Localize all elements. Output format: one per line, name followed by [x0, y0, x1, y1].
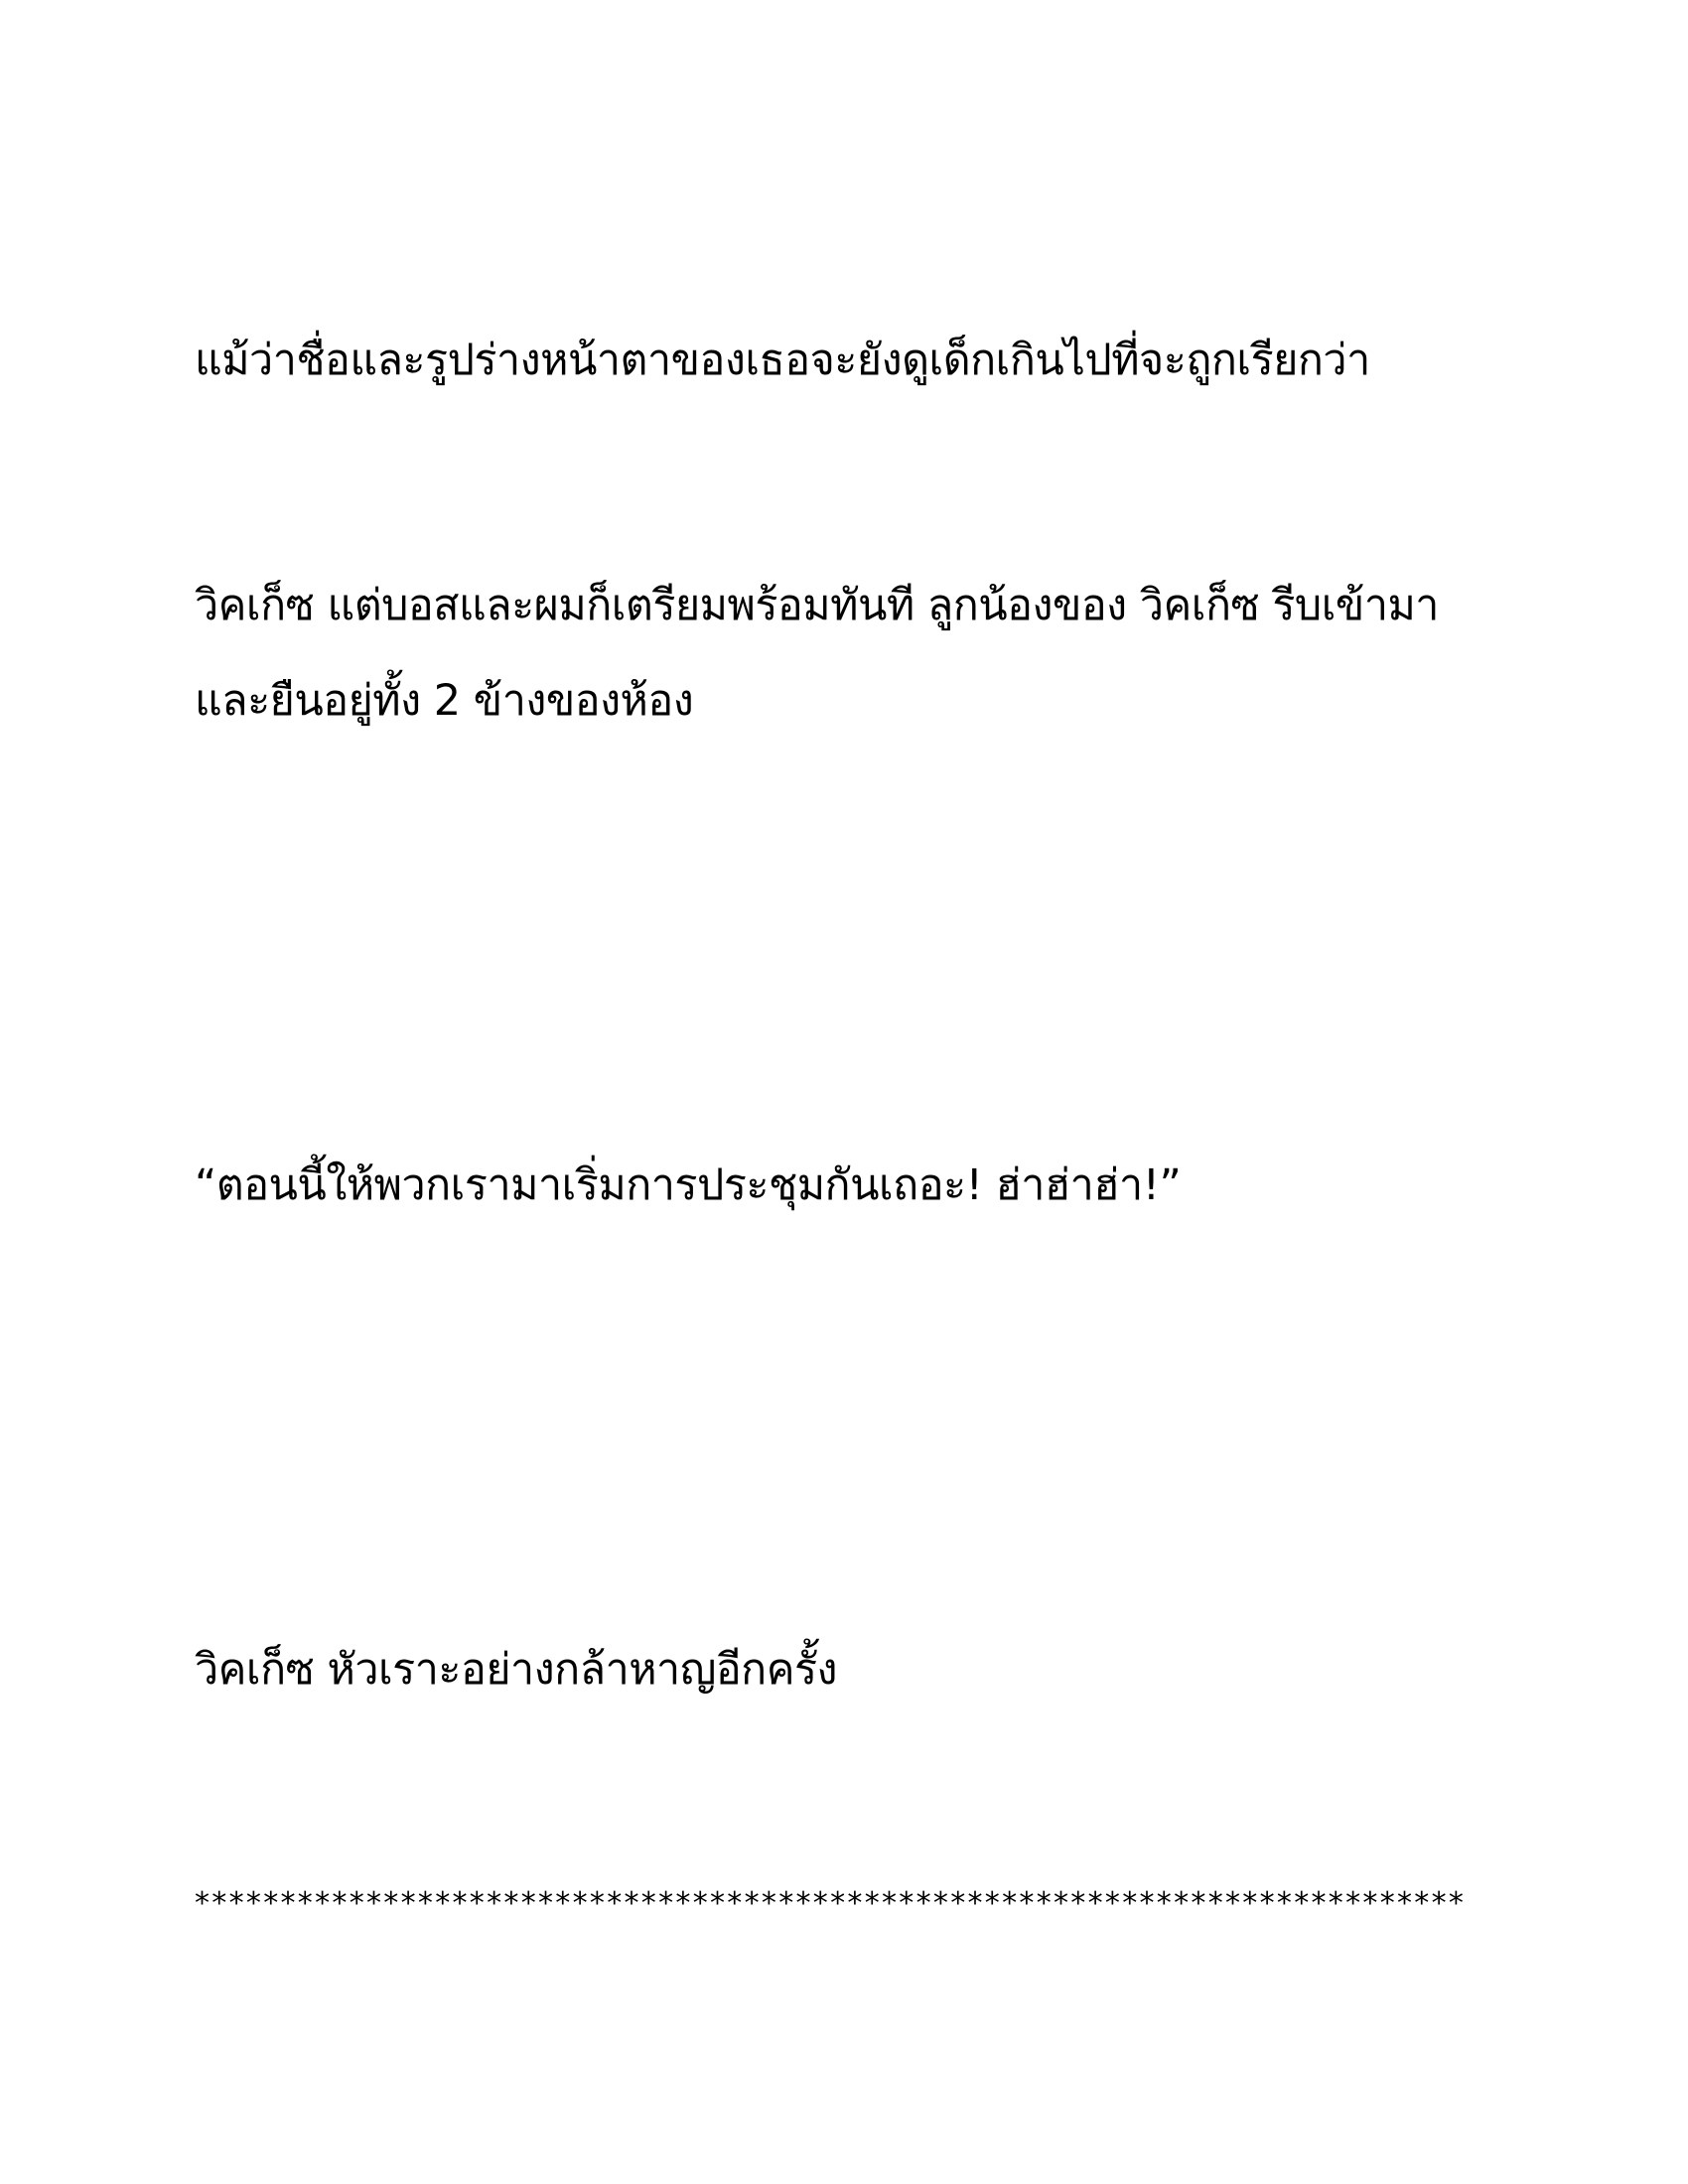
section-separator: **************************************************************************	[195, 1886, 1467, 1921]
dialogue-paragraph: “ตอนนี้ให้พวกเรามาเริ่มการประชุมกันเถอะ! ฮ่าฮ่าฮ่า!”	[195, 1160, 1182, 1210]
paragraph-2-line-2: และยืนอยู่ทั้ง 2 ข้างของห้อง	[195, 676, 694, 726]
paragraph-2-line-1: วิคเก็ซ แต่บอสและผมก็เตรียมพร้อมทันที ลูกน้องของ วิคเก็ซ รีบเข้ามา	[195, 581, 1439, 630]
paragraph-4: วิคเก็ซ หัวเราะอย่างกล้าหาญอีกครั้ง	[195, 1645, 838, 1695]
paragraph-1: แม้ว่าชื่อและรูปร่างหน้าตาของเธอจะยังดูเด็กเกินไปที่จะถูกเรียกว่า	[195, 336, 1370, 385]
